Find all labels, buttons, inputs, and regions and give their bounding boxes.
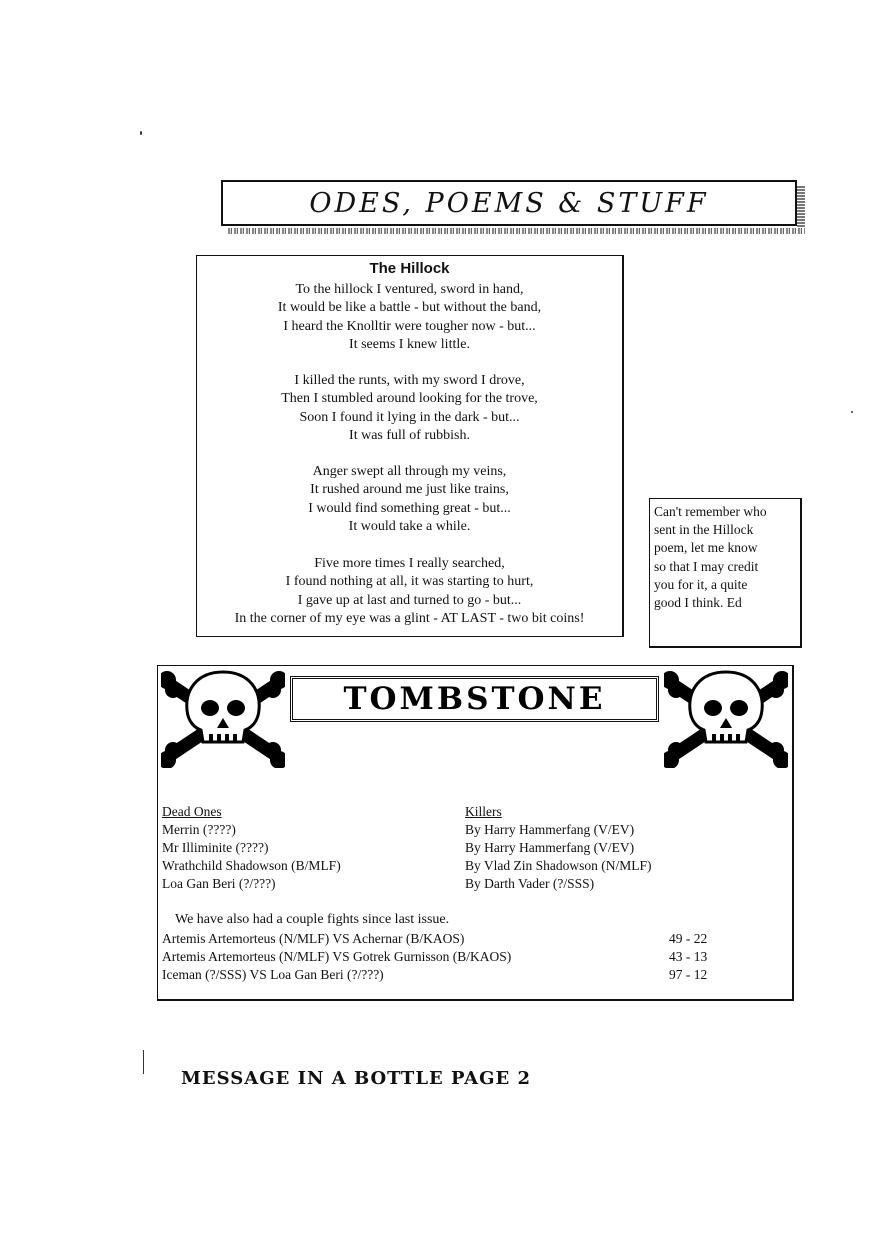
fights-intro: We have also had a couple fights since last issue.	[175, 912, 450, 927]
killers-heading: Killers	[465, 804, 502, 819]
poem-stanza	[197, 555, 622, 628]
scan-speck	[851, 411, 853, 413]
list-item: By Harry Hammerfang (V/EV)	[465, 840, 635, 855]
scan-speck	[140, 131, 142, 135]
poem-line: In the corner of my eye was a glint - AT LAST - two bit coins!	[234, 610, 585, 626]
fight-match: Artemis Artemorteus (N/MLF) VS Achernar (B/KAOS)	[162, 931, 465, 946]
fight-row	[162, 948, 722, 966]
poem-line: Five more times I really searched,	[314, 556, 505, 571]
skull-crossbones-icon	[664, 668, 788, 768]
fight-match: Iceman (?/SSS) VS Loa Gan Beri (?/???)	[162, 967, 384, 982]
poem-line: It would take a while.	[348, 518, 471, 534]
note-line: Can't remember who	[654, 504, 767, 519]
editor-note	[649, 498, 802, 648]
fight-score: 43 - 13	[669, 949, 708, 964]
tombstone-banner	[290, 676, 659, 722]
poem-line: I killed the runts, with my sword I drove,	[294, 373, 525, 388]
banner-shadow	[797, 186, 805, 230]
fight-row	[162, 966, 722, 984]
poem-line: Soon I found it lying in the dark - but...	[299, 409, 520, 425]
note-line: sent in the Hillock	[654, 522, 754, 538]
poem-stanza	[197, 281, 622, 354]
poem-line: I heard the Knolltir were tougher now - but...	[283, 318, 536, 334]
poem-line: To the hillock I ventured, sword in hand,	[295, 282, 524, 297]
section-title: ODES, POEMS & STUFF	[309, 187, 709, 219]
dead-ones-heading: Dead Ones	[162, 804, 222, 819]
scan-speck	[143, 1050, 144, 1074]
poem-line: I gave up at last and turned to go - but...	[297, 592, 522, 608]
note-line: good I think. Ed	[654, 595, 742, 611]
poem-line: I found nothing at all, it was starting to hurt,	[285, 574, 534, 590]
list-item: By Vlad Zin Shadowson (N/MLF)	[465, 858, 652, 873]
fight-row	[162, 930, 722, 948]
poem-line: It was full of rubbish.	[349, 427, 470, 443]
skull-crossbones-icon	[161, 668, 285, 768]
fight-match: Artemis Artemorteus (N/MLF) VS Gotrek Gurnisson (B/KAOS)	[162, 949, 512, 964]
list-item: By Darth Vader (?/SSS)	[465, 876, 595, 891]
dead-ones-list	[162, 803, 341, 893]
poem-stanza	[197, 463, 622, 536]
poem-line: Then I stumbled around looking for the trove,	[281, 391, 538, 407]
poem-line: It would be like a battle - but without the band,	[277, 300, 542, 316]
poem-line: It rushed around me just like trains,	[310, 482, 509, 498]
note-line: you for it, a quite	[654, 576, 748, 592]
fight-score: 97 - 12	[669, 967, 708, 982]
page-footer-title: MESSAGE IN A BOTTLE PAGE 2	[181, 1068, 532, 1089]
list-item: Mr Illiminite (????)	[162, 840, 269, 855]
tombstone-title: TOMBSTONE	[343, 681, 606, 717]
list-item: Wrathchild Shadowson (B/MLF)	[162, 858, 341, 873]
poem-box	[196, 255, 624, 637]
list-item: Loa Gan Beri (?/???)	[162, 876, 276, 891]
section-banner	[221, 180, 797, 226]
killers-list	[465, 803, 652, 893]
fight-score: 49 - 22	[669, 931, 708, 946]
list-item: By Harry Hammerfang (V/EV)	[465, 822, 635, 837]
banner-rule	[228, 228, 805, 234]
list-item: Merrin (????)	[162, 822, 236, 837]
note-line: poem, let me know	[654, 540, 758, 556]
poem-title: The Hillock	[369, 260, 450, 277]
poem-stanza	[197, 372, 622, 445]
poem-line: It seems I knew little.	[349, 336, 470, 352]
poem-line: I would find something great - but...	[308, 500, 511, 516]
poem-line: Anger swept all through my veins,	[312, 464, 507, 479]
note-line: so that I may credit	[654, 558, 759, 574]
